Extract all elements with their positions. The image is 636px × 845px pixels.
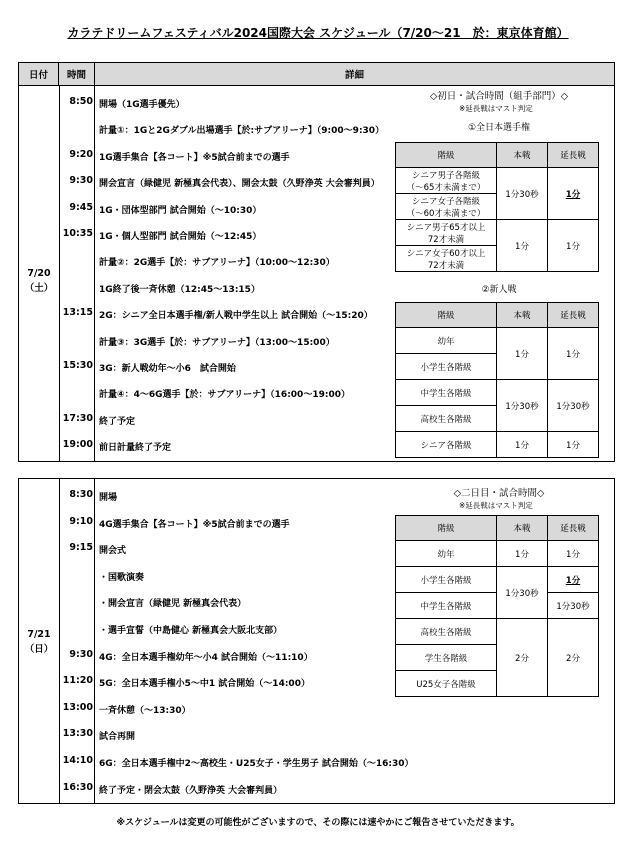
footer-note: ※スケジュールは変更の可能性がございますので、その際には速やかにご報告させていただきます。 — [116, 818, 520, 828]
event-time: 9:45 — [69, 201, 93, 213]
event-time: 13:30 — [62, 728, 93, 740]
event-detail: 計量①：1Gと2Gダブル出場選手【於:サブアリーナ】（9:00〜9:30） — [99, 126, 385, 137]
day1-section-title: ◇初日・試合時間（組手部門）◇ — [429, 91, 569, 102]
event-detail: 計量④：4〜6G選手【於：サブアリーナ】（16:00〜19:00） — [99, 390, 350, 401]
event-detail: 終了予定・閉会太鼓（久野浄英 大会審判員） — [99, 785, 283, 796]
event-time: 14:10 — [62, 755, 93, 766]
event-detail: 1G・団体型部門 試合開始（〜10:30） — [99, 205, 262, 216]
day2-block — [18, 478, 615, 804]
event-time: 8:30 — [69, 489, 93, 500]
event-time: 13:15 — [62, 307, 93, 319]
event-detail: ・選手宣誓（中島健心 新極真会大阪北支部） — [99, 626, 283, 636]
event-detail: ・開会宣言（緑健児 新極真会代表） — [99, 599, 247, 610]
table2: 階級 本戦 延長戦 幼年 1分 1分 小学生各階級 中学生各階級 1分30秒 1分30秒 高校生各階級 シニア各階級 1分 1分 — [395, 302, 599, 458]
event-time: 9:30 — [69, 648, 93, 660]
event-detail: ・国歌演奏 — [99, 572, 145, 583]
event-detail: 計量③：3G選手【於：サブアリーナ】（13:00〜15:00） — [99, 337, 335, 348]
event-time: 17:30 — [62, 412, 93, 424]
event-detail: 計量②：2G選手【於：サブアリーナ】（10:00〜12:30） — [99, 258, 335, 269]
event-detail: 前日計量終了予定 — [99, 443, 172, 454]
event-detail: 1G終了後一斉休憩（12:45〜13:15） — [99, 284, 260, 295]
event-detail: 終了予定 — [99, 416, 136, 427]
event-detail: 5G：全日本選手権小5〜中1 試合開始（〜14:00） — [99, 679, 310, 690]
event-time: 9:30 — [69, 175, 93, 187]
day2-section-note: ※延長戦はマスト判定 — [459, 501, 533, 510]
header-time: 時間 — [58, 62, 95, 86]
table3: 階級 本戦 延長戦 幼年 1分 1分 小学生各階級 1分30秒 1分 中学生各階級 1分30秒 高校生各階級 2分 2分 学生各階級 U25女子各階級 — [395, 515, 599, 697]
event-detail: 開会宣言（緑健児 新極真会代表）、開会太鼓（久野浄英 大会審判員） — [99, 179, 380, 190]
event-detail: 4G：全日本選手権幼年〜小4 試合開始（〜11:10） — [99, 652, 313, 663]
event-time: 8:50 — [69, 96, 93, 107]
event-detail: 開場（1G選手優先） — [99, 100, 185, 110]
page-title: カラテドリームフェスティバル2024国際大会 スケジュール（7/20〜21 於：東京体育館） — [67, 26, 569, 40]
event-time: 11:20 — [62, 675, 93, 687]
event-detail: 開場 — [99, 493, 118, 503]
table1: 階級 本戦 延長戦 シニア男子各階級 （〜65才未満まで） 1分30秒 1分 シニア女子各階級 （〜60才未満まで） シニア男子65才以上 72才未満 1分 1分 シニア女子60才以上 72才未満 — [395, 142, 599, 272]
day2-date: 7/21 （日） — [24, 629, 54, 655]
day1-block — [18, 85, 615, 462]
day1-section-note: ※延長戦はマスト判定 — [459, 104, 533, 113]
event-detail: 3G：新人戦幼年〜小6 試合開始 — [99, 364, 236, 374]
day2-section-title: ◇二日目・試合時間◇ — [453, 488, 545, 499]
table2-caption: ②新人戦 — [481, 285, 517, 295]
header-day: 日付 — [18, 62, 59, 86]
event-detail: 一斉休憩（〜13:30） — [99, 705, 191, 716]
event-detail: 1G選手集合【各コート】※5試合前までの選手 — [99, 152, 290, 163]
event-detail: 2G：シニア全日本選手権/新人戦中学生以上 試合開始（〜15:20） — [99, 311, 373, 322]
event-detail: 開会式 — [99, 546, 127, 557]
event-time: 19:00 — [62, 439, 93, 451]
event-detail: 4G選手集合【各コート】※5試合前までの選手 — [99, 519, 290, 530]
event-time: 15:30 — [62, 360, 93, 371]
event-time: 10:35 — [62, 228, 93, 239]
event-time: 16:30 — [62, 781, 93, 793]
event-time: 9:10 — [69, 515, 93, 527]
table1-caption: ①全日本選手権 — [467, 123, 531, 133]
header-detail: 詳細 — [94, 62, 615, 86]
event-time: 9:15 — [69, 542, 93, 554]
event-detail: 6G：全日本選手権中2〜高校生・U25女子・学生男子 試合開始（〜16:30） — [99, 759, 414, 769]
event-time: 13:00 — [62, 701, 93, 713]
event-time: 9:20 — [69, 148, 93, 160]
day1-date: 7/20 （土） — [24, 268, 54, 294]
event-detail: 試合再開 — [99, 732, 136, 743]
event-detail: 1G・個人型部門 試合開始（〜12:45） — [99, 232, 262, 242]
